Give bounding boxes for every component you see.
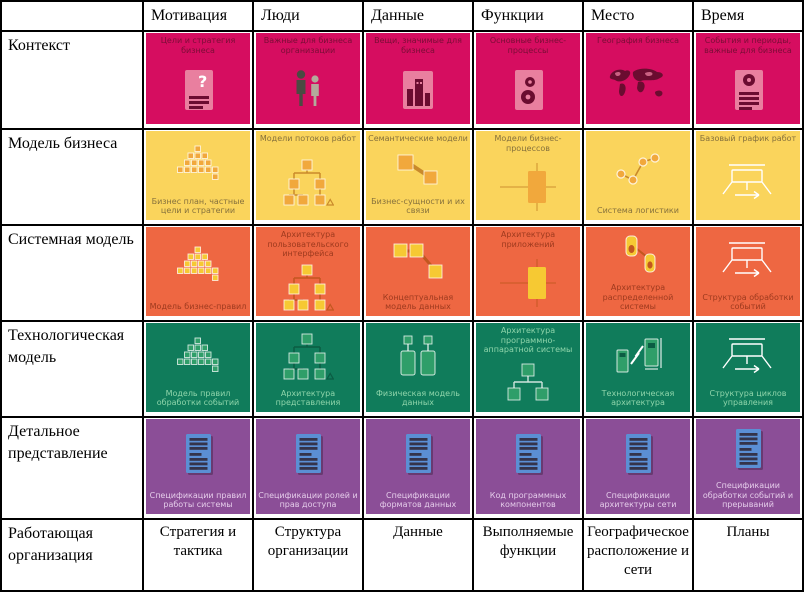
tile [586,33,690,124]
matrix-cell-r1-c3 [364,32,472,128]
hardware-icon [586,323,690,389]
footer-cell-3: Данные [364,520,472,590]
process-cross-icon [476,249,580,316]
tile [586,131,690,220]
tile-label-bottom: Архитектура распределенной системы [602,283,674,312]
tile [696,227,800,316]
matrix-cell-r1-c2 [254,32,362,128]
orgchart-icon [256,259,360,316]
matrix-cell-r1-c6 [694,32,802,128]
tile [146,419,250,514]
tile-label-top: Основные бизнес-процессы [489,36,567,55]
matrix-cell-r4-c3 [364,322,472,416]
column-header-2: Люди [254,2,362,30]
tile [366,323,470,412]
matrix-cell-r5-c3 [364,418,472,518]
row-label-2: Модель бизнеса [2,130,142,224]
orgchart-icon [256,144,360,220]
tile-label-bottom: Архитектура представления [275,388,341,408]
matrix-cell-r4-c4 [474,322,582,416]
row-label-3: Системная модель [2,226,142,320]
tile [256,419,360,514]
tile [366,227,470,316]
matrix-cell-r2-c2 [254,130,362,224]
tile [586,227,690,316]
tile-label-bottom: Бизнес план, частные цели и стратегии [151,196,245,216]
matrix-cell-r3-c6 [694,226,802,320]
tile [146,131,250,220]
row-label-5: Детальное представление [2,418,142,518]
footer-cell-2: Структура организации [254,520,362,590]
tile-label-bottom: Концептуальная модель данных [382,292,454,312]
footer-cell-5: Географическое расположение и сети [584,520,692,590]
tile [586,323,690,412]
footer-cell-1: Стратегия и тактика [144,520,252,590]
tile [366,131,470,220]
matrix-cell-r3-c3 [364,226,472,320]
tile-label-bottom: Технологическая архитектура [601,388,675,408]
footer-cell-6: Планы [694,520,802,590]
tile [366,33,470,124]
linked-entities-icon [366,144,470,197]
spec-document-icon [256,419,360,491]
matrix-cell-r1-c1 [144,32,252,128]
tile-label-bottom: Спецификации ролей и прав доступа [258,490,358,510]
tile [146,227,250,316]
spec-document-icon [696,419,800,481]
tile [146,323,250,412]
network-nodes-icon [586,131,690,206]
tile-label-top: События и периоды, важные для бизнеса [704,36,792,55]
system-tree-icon [476,355,580,412]
schedule-sketch-icon [696,227,800,293]
world-map-icon [586,46,690,124]
footer-cell-4: Выполняемые функции [474,520,582,590]
tile [476,419,580,514]
row-label-4: Технологическая модель [2,322,142,416]
tile-label-bottom: Структура циклов управления [709,388,787,408]
matrix-cell-r5-c5 [584,418,692,518]
tile-label-bottom: Спецификации форматов данных [379,490,457,510]
tile-label-top: Архитектура приложений [500,230,556,249]
people-icon [256,55,360,124]
tile-label-bottom: Спецификации обработки событий и прерываний [702,481,794,510]
tile [696,33,800,124]
tile-label-top: Важные для бизнеса организации [263,36,353,55]
tile [696,419,800,514]
spec-document-icon [366,419,470,491]
matrix-cell-r2-c5 [584,130,692,224]
tile-label-bottom: Спецификации архитектуры сети [599,490,677,510]
matrix-cell-r2-c3 [364,130,472,224]
column-header-6: Время [694,2,802,30]
matrix-cell-r1-c5 [584,32,692,128]
tile-label-bottom: Бизнес-сущности и их связи [371,196,465,216]
matrix-cell-r3-c5 [584,226,692,320]
column-header-3: Данные [364,2,472,30]
row-label-1: Контекст [2,32,142,128]
tile-label-top: Архитектура пользовательского интерфейса [267,230,349,259]
tile-label-top: Модели бизнес-процессов [494,134,562,153]
spec-document-icon [586,419,690,491]
tile [256,323,360,412]
matrix-cell-r4-c1 [144,322,252,416]
matrix-cell-r5-c4 [474,418,582,518]
matrix-cell-r1-c4 [474,32,582,128]
pyramid-icon [146,323,250,389]
matrix-cell-r5-c2 [254,418,362,518]
tile [476,227,580,316]
doc-gears-icon [476,55,580,124]
matrix-cell-r3-c1 [144,226,252,320]
tile-label-bottom: Спецификации правил работы системы [149,490,247,510]
matrix-cell-r4-c2 [254,322,362,416]
matrix-cell-r4-c6 [694,322,802,416]
tile-label-top: Вещи, значимые для бизнеса [374,36,462,55]
tile [256,131,360,220]
tile-label-bottom: Код программных компонентов [489,490,567,510]
doc-question-icon [146,55,250,124]
pyramid-icon [146,227,250,302]
matrix-cell-r3-c2 [254,226,362,320]
tile-label-top: Архитектура программно-аппаратной системы [483,326,573,355]
matrix-cell-r2-c4 [474,130,582,224]
spec-document-icon [476,419,580,491]
tile [366,419,470,514]
tile-label-bottom: Модель правил обработки событий [156,388,240,408]
matrix-cell-r5-c6 [694,418,802,518]
data-store-icon [366,323,470,389]
tile-label-bottom: Физическая модель данных [376,388,460,408]
process-cross-icon [476,153,580,220]
tile-label-bottom: Система логистики [597,206,679,216]
tile [476,131,580,220]
tile [586,419,690,514]
corner-cell [2,2,142,30]
schedule-sketch-icon [696,323,800,389]
matrix-cell-r3-c4 [474,226,582,320]
tile [696,323,800,412]
tile [476,323,580,412]
matrix-cell-r2-c6 [694,130,802,224]
tile-label-bottom: Модель бизнес-правил [149,302,247,312]
spec-document-icon [146,419,250,491]
tile [256,227,360,316]
column-header-4: Функции [474,2,582,30]
tile-label-top: Модели потоков работ [259,134,357,143]
column-header-1: Мотивация [144,2,252,30]
tile [146,33,250,124]
tile-label-top: Цели и стратегия бизнеса [160,36,236,55]
matrix-cell-r2-c1 [144,130,252,224]
pyramid-icon [146,131,250,197]
tile-label-bottom: Структура обработки событий [702,292,794,312]
tile-label-top: География бизнеса [596,36,680,45]
orgchart-icon [256,323,360,389]
tile-label-top: Семантические модели [368,134,468,143]
footer-row-label: Работающая организация [2,520,142,590]
data-model-icon [366,227,470,293]
svg-text:?: ? [198,71,208,91]
distributed-nodes-icon [586,227,690,283]
matrix-cell-r5-c1 [144,418,252,518]
tile [256,33,360,124]
matrix-cell-r4-c5 [584,322,692,416]
column-header-5: Место [584,2,692,30]
schedule-sketch-icon [696,144,800,220]
buildings-icon [366,55,470,124]
doc-clock-icon [696,55,800,124]
tile [476,33,580,124]
tile-label-top: Базовый график работ [699,134,797,143]
tile [696,131,800,220]
